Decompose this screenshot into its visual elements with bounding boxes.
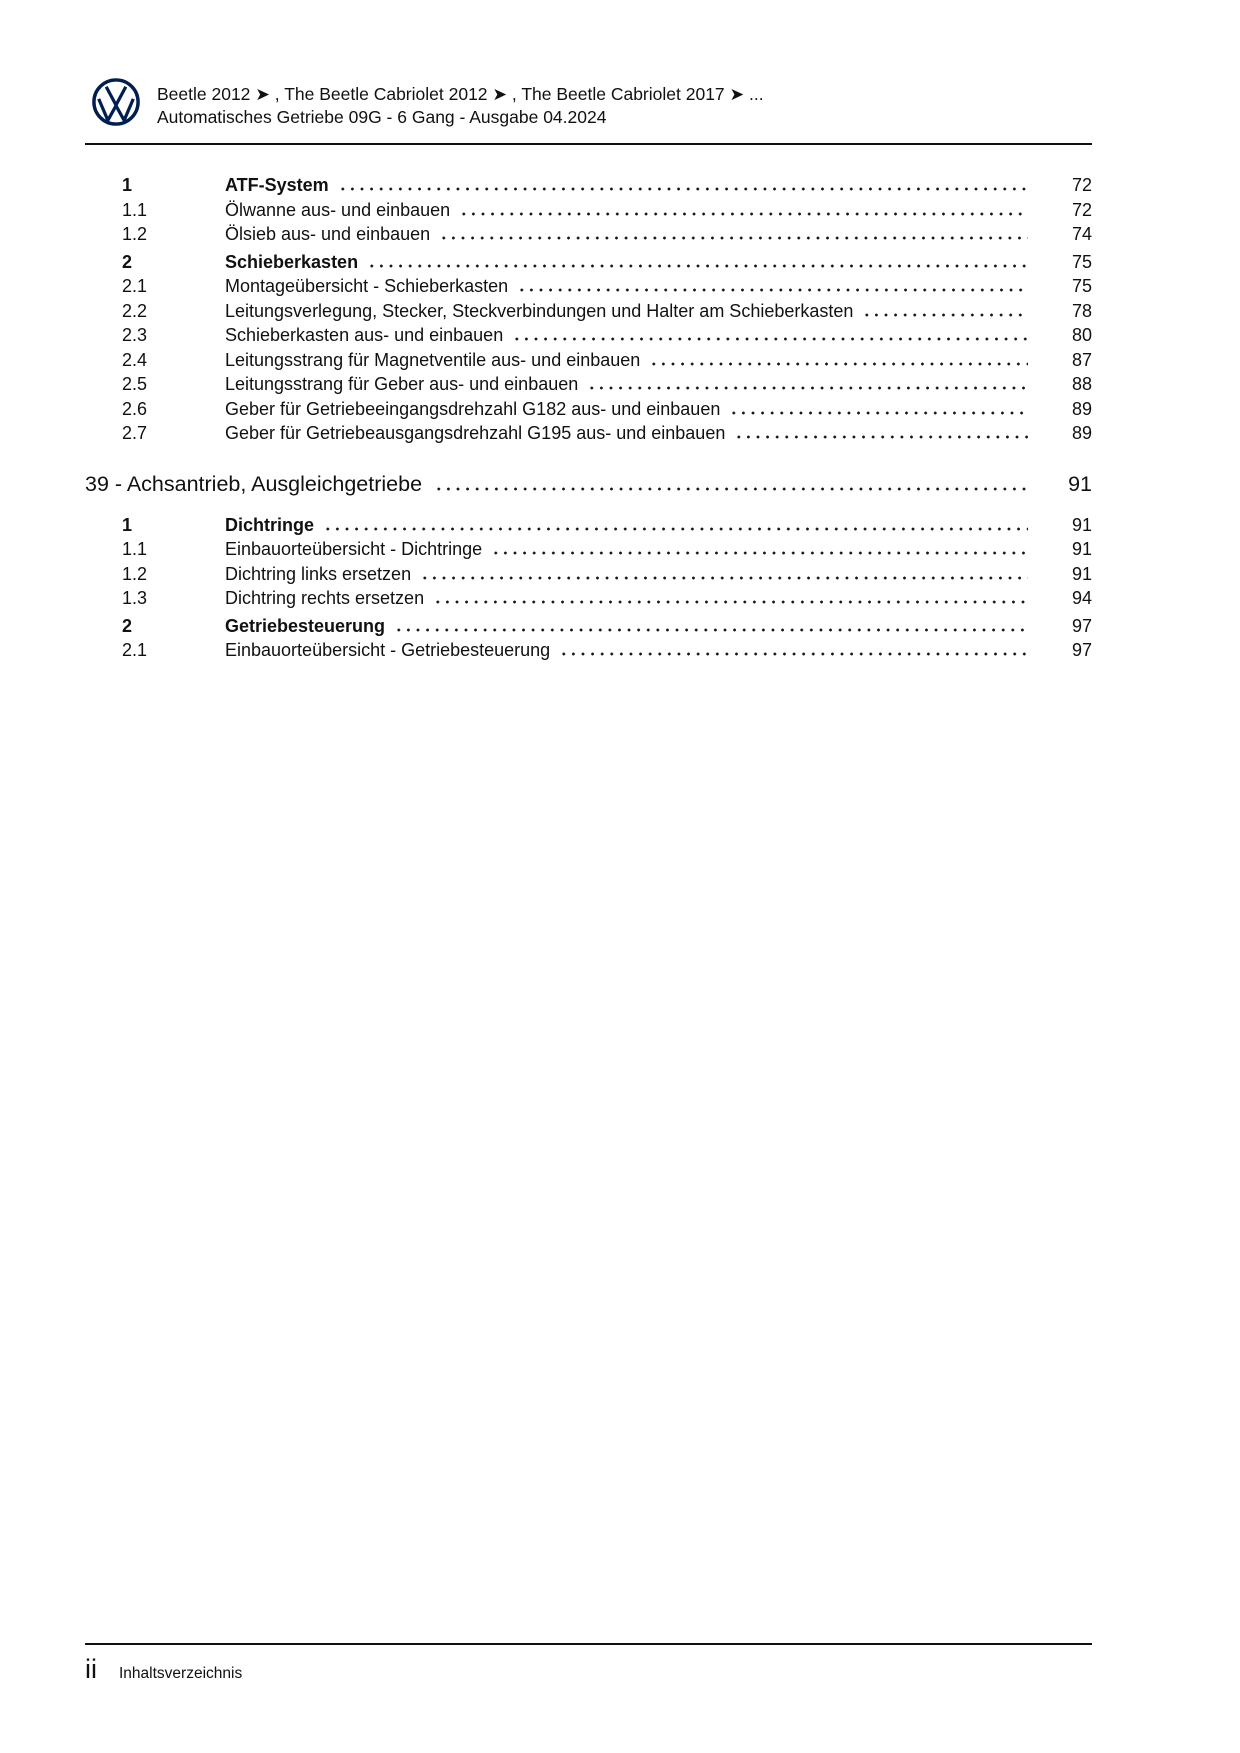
dot-leader [649, 362, 1028, 366]
toc-entry-number: 1.2 [122, 563, 148, 584]
toc-chapter-heading[interactable] [85, 469, 1092, 499]
toc-entry-number: 2.6 [122, 398, 148, 419]
toc-entry-page: 91 [1071, 539, 1092, 559]
toc-entry-page: 75 [1071, 276, 1092, 296]
toc-entry-number: 2.3 [122, 325, 148, 345]
dot-leader [394, 628, 1028, 632]
table-of-contents [85, 173, 1092, 663]
toc-entry-title: Ölwanne aus- und einbauen [225, 199, 451, 220]
toc-entry-title: Dichtring rechts ersetzen [225, 588, 425, 608]
toc-entry-number: 2.4 [122, 349, 148, 370]
toc-entry-number: 2.1 [122, 276, 148, 296]
toc-entry[interactable] [85, 348, 1092, 373]
toc-entry-title: Leitungsverlegung, Stecker, Steckverbindungen und Halter am Schieberkasten [225, 300, 854, 321]
toc-entry-title: Ölsieb aus- und einbauen [225, 224, 431, 244]
toc-entry-title: Dichtringe [225, 514, 315, 535]
toc-entry-page: 78 [1071, 300, 1092, 321]
toc-entry-number: 2.5 [122, 374, 148, 394]
toc-chapter-title: 39 - Achsantrieb, Ausgleichgetriebe [85, 471, 423, 496]
toc-entry[interactable] [85, 614, 1092, 639]
toc-entry-page: 94 [1071, 588, 1092, 608]
toc-entry-number: 1.1 [122, 539, 148, 559]
toc-entry[interactable] [85, 513, 1092, 538]
toc-entry[interactable] [85, 250, 1092, 275]
page-header [85, 0, 1092, 129]
toc-entry[interactable] [85, 562, 1092, 587]
toc-entry-page: 97 [1071, 640, 1092, 660]
footer-rule [85, 1643, 1092, 1645]
toc-entry-title: Geber für Getriebeeingangsdrehzahl G182 aus- und einbauen [225, 398, 721, 419]
toc-entry-title: Dichtring links ersetzen [225, 563, 412, 584]
toc-entry-page: 91 [1071, 563, 1092, 584]
dot-leader [420, 576, 1028, 580]
toc-entry-title: Einbauorteübersicht - Getriebesteuerung [225, 640, 551, 660]
toc-entry[interactable] [85, 323, 1092, 348]
header-model-line: Beetle 2012 ➤ , The Beetle Cabriolet 2012 ➤ , The Beetle Cabriolet 2017 ➤ ... [157, 84, 764, 104]
toc-entry-title: Montageübersicht - Schieberkasten [225, 276, 509, 296]
toc-entry-title: Leitungsstrang für Geber aus- und einbauen [225, 374, 579, 394]
header-text-block [157, 77, 764, 129]
toc-entry[interactable] [85, 638, 1092, 663]
dot-leader [491, 551, 1028, 555]
toc-entry-number: 1 [122, 514, 133, 535]
dot-leader [367, 264, 1028, 268]
toc-entry[interactable] [85, 299, 1092, 324]
toc-entry[interactable] [85, 537, 1092, 562]
dot-leader [323, 527, 1028, 531]
toc-entry[interactable] [85, 222, 1092, 247]
page-footer [85, 1643, 1092, 1684]
toc-entry[interactable] [85, 274, 1092, 299]
toc-entry-page: 80 [1071, 325, 1092, 345]
toc-entry[interactable] [85, 421, 1092, 446]
toc-entry-title: Getriebesteuerung [225, 615, 386, 636]
toc-entry-number: 1.3 [122, 588, 148, 608]
dot-leader [729, 411, 1028, 415]
toc-entry-page: 91 [1071, 514, 1092, 535]
dot-leader [433, 600, 1028, 604]
toc-entry-number: 2 [122, 251, 133, 272]
toc-entry-title: Einbauorteübersicht - Dichtringe [225, 539, 483, 559]
toc-entry-page: 75 [1071, 251, 1092, 272]
toc-entry-number: 2 [122, 615, 133, 636]
toc-entry-number: 2.2 [122, 300, 148, 321]
dot-leader [512, 337, 1028, 341]
toc-entry-title: Geber für Getriebeausgangsdrehzahl G195 aus- und einbauen [225, 423, 726, 443]
toc-entry[interactable] [85, 397, 1092, 422]
toc-entry[interactable] [85, 372, 1092, 397]
toc-entry-title: Schieberkasten [225, 251, 359, 272]
toc-entry-title: ATF-System [225, 175, 329, 195]
header-edition-line: Automatisches Getriebe 09G - 6 Gang - Ausgabe 04.2024 [157, 107, 607, 127]
dot-leader [439, 236, 1028, 240]
toc-entry-page: 72 [1071, 199, 1092, 220]
footer-section-label: Inhaltsverzeichnis [119, 1665, 243, 1682]
dot-leader [338, 187, 1028, 191]
vw-logo-icon [91, 77, 141, 127]
toc-entry-page: 89 [1071, 423, 1092, 443]
toc-entry-page: 97 [1071, 615, 1092, 636]
dot-leader [559, 652, 1028, 656]
toc-entry-page: 72 [1071, 175, 1092, 195]
dot-leader [862, 313, 1028, 317]
dot-leader [734, 435, 1028, 439]
toc-entry-page: 87 [1071, 349, 1092, 370]
toc-entry-number: 1 [122, 175, 133, 195]
dot-leader [459, 212, 1028, 216]
toc-entry[interactable] [85, 586, 1092, 611]
toc-entry-page: 89 [1071, 398, 1092, 419]
toc-entry-page: 74 [1071, 224, 1092, 244]
toc-entry-title: Leitungsstrang für Magnetventile aus- und einbauen [225, 349, 641, 370]
toc-entry-page: 88 [1071, 374, 1092, 394]
footer-page-number: ii [85, 1654, 97, 1684]
dot-leader [587, 386, 1028, 390]
toc-entry[interactable] [85, 198, 1092, 223]
toc-entry-number: 1.1 [122, 199, 148, 220]
toc-entry-number: 2.1 [122, 640, 148, 660]
toc-entry-number: 1.2 [122, 224, 148, 244]
dot-leader [434, 487, 1026, 491]
dot-leader [517, 288, 1028, 292]
toc-entry[interactable] [85, 173, 1092, 198]
header-rule [85, 143, 1092, 145]
toc-chapter-page: 91 [1068, 471, 1092, 496]
toc-entry-number: 2.7 [122, 423, 148, 443]
toc-entry-title: Schieberkasten aus- und einbauen [225, 325, 504, 345]
